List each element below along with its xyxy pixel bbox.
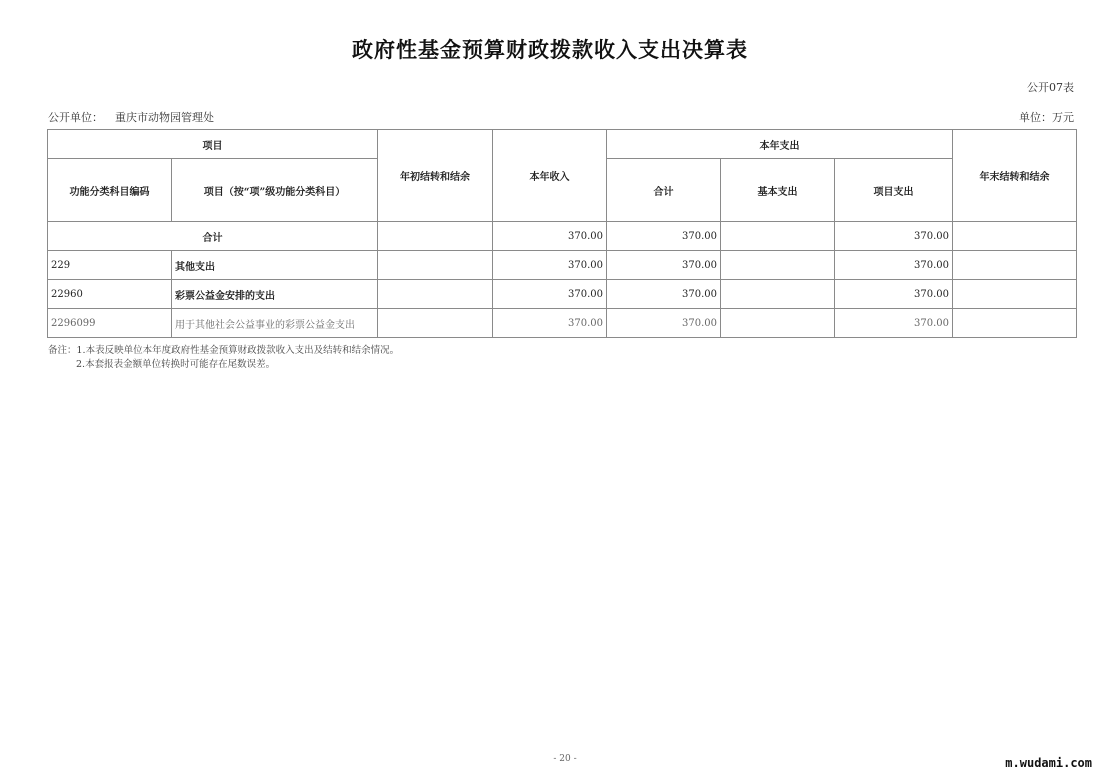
table-row bbox=[48, 251, 1077, 280]
table-row bbox=[48, 280, 1077, 309]
cell-income: 370.00 bbox=[493, 309, 607, 338]
cell-expense-basic bbox=[721, 309, 835, 338]
reporting-unit-label: 公开单位： bbox=[48, 111, 103, 124]
cell-begin-balance bbox=[378, 251, 493, 280]
cell-item: 彩票公益金安排的支出 bbox=[172, 280, 378, 309]
cell-item: 其他支出 bbox=[172, 251, 378, 280]
cell-expense-total: 370.00 bbox=[607, 251, 721, 280]
cell-end-balance bbox=[953, 309, 1077, 338]
reporting-unit-name: 重庆市动物园管理处 bbox=[115, 111, 214, 124]
header-begin-balance: 年初结转和结余 bbox=[378, 130, 493, 222]
header-expense-total: 合计 bbox=[607, 159, 721, 222]
cell-expense-total: 370.00 bbox=[607, 309, 721, 338]
cell-code: 22960 bbox=[48, 280, 172, 309]
reporting-unit bbox=[48, 109, 214, 125]
cell-item: 用于其他社会公益事业的彩票公益金支出 bbox=[172, 309, 378, 338]
header-expense-basic: 基本支出 bbox=[721, 159, 835, 222]
cell-end-balance bbox=[953, 251, 1077, 280]
page-number: - 20 - bbox=[553, 754, 577, 764]
cell-expense-project: 370.00 bbox=[835, 222, 953, 251]
cell-expense-basic bbox=[721, 222, 835, 251]
table-row bbox=[48, 309, 1077, 338]
header-row-1 bbox=[48, 130, 1077, 159]
cell-expense-project: 370.00 bbox=[835, 251, 953, 280]
header-code: 功能分类科目编码 bbox=[48, 159, 172, 222]
notes bbox=[48, 344, 399, 372]
cell-begin-balance bbox=[378, 280, 493, 309]
cell-begin-balance bbox=[378, 222, 493, 251]
cell-expense-basic bbox=[721, 280, 835, 309]
cell-end-balance bbox=[953, 222, 1077, 251]
cell-income: 370.00 bbox=[493, 251, 607, 280]
header-end-balance: 年末结转和结余 bbox=[953, 130, 1077, 222]
header-item: 项目（按“项”级功能分类科目） bbox=[172, 159, 378, 222]
cell-end-balance bbox=[953, 280, 1077, 309]
cell-expense-project: 370.00 bbox=[835, 309, 953, 338]
form-number: 公开07表 bbox=[1027, 81, 1074, 94]
header-expense-group: 本年支出 bbox=[607, 130, 953, 159]
watermark: m.wudami.com bbox=[1005, 756, 1092, 770]
cell-expense-total: 370.00 bbox=[607, 222, 721, 251]
currency-unit: 单位：万元 bbox=[1019, 111, 1074, 124]
header-expense-project: 项目支出 bbox=[835, 159, 953, 222]
cell-begin-balance bbox=[378, 309, 493, 338]
cell-expense-project: 370.00 bbox=[835, 280, 953, 309]
total-row bbox=[48, 222, 1077, 251]
header-income: 本年收入 bbox=[493, 130, 607, 222]
cell-expense-total: 370.00 bbox=[607, 280, 721, 309]
cell-income: 370.00 bbox=[493, 222, 607, 251]
fund-table bbox=[47, 129, 1077, 338]
header-project-group: 项目 bbox=[48, 130, 378, 159]
cell-expense-basic bbox=[721, 251, 835, 280]
total-label: 合计 bbox=[48, 222, 378, 251]
page-title: 政府性基金预算财政拨款收入支出决算表 bbox=[352, 37, 748, 62]
note-line: 备注：1.本表反映单位本年度政府性基金预算财政拨款收入支出及结转和结余情况。 bbox=[48, 345, 400, 356]
note-line: 2.本套报表金额单位转换时可能存在尾数误差。 bbox=[76, 359, 276, 370]
cell-income: 370.00 bbox=[493, 280, 607, 309]
cell-code: 2296099 bbox=[48, 309, 172, 338]
cell-code: 229 bbox=[48, 251, 172, 280]
